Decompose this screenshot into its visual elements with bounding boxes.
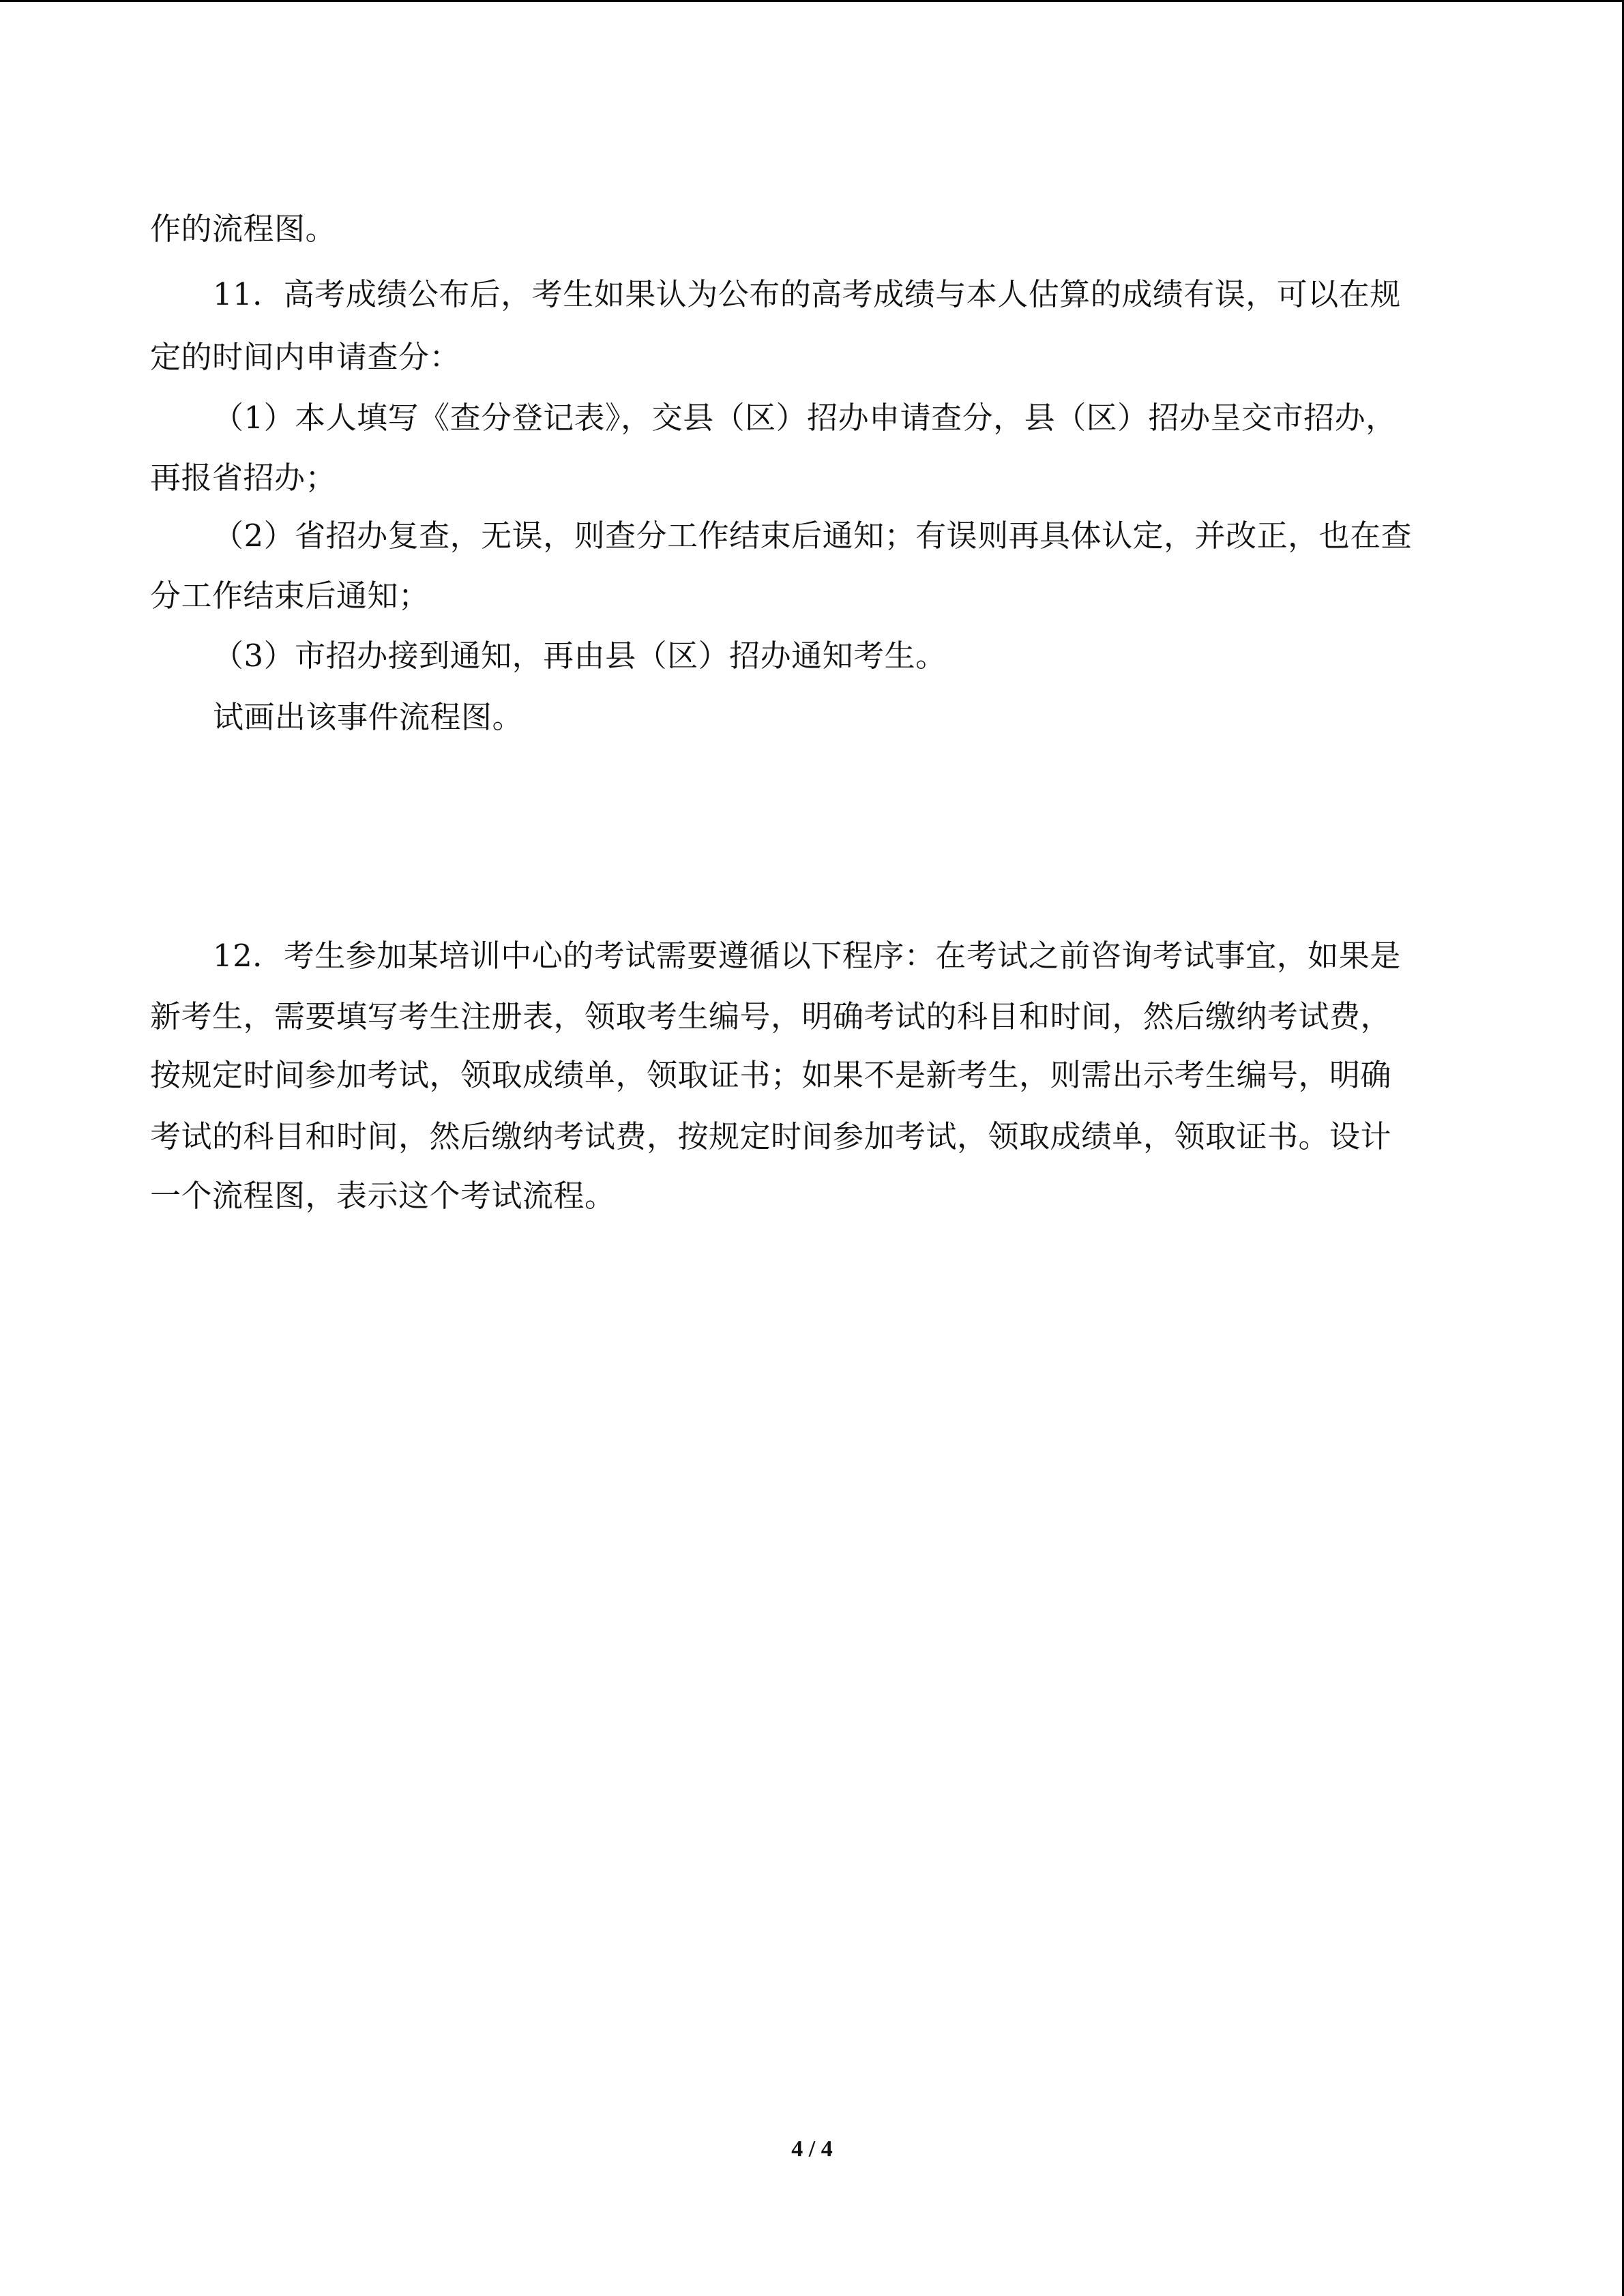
question-11-step-2-line-1: （2）省招办复查，无误，则查分工作结束后通知；有误则再具体认定，并改正，也在查 [213, 518, 1413, 554]
question-12-line-1: 12．考生参加某培训中心的考试需要遵循以下程序：在考试之前咨询考试事宜，如果是 [213, 938, 1401, 974]
continuation-text: 作的流程图。 [150, 211, 337, 247]
question-12-line-3: 按规定时间参加考试，领取成绩单，领取证书；如果不是新考生，则需出示考生编号，明确 [150, 1057, 1392, 1093]
question-12-line-2: 新考生，需要填写考生注册表，领取考生编号，明确考试的科目和时间，然后缴纳考试费， [150, 998, 1392, 1034]
question-11-step-1-line-2: 再报省招办； [150, 460, 337, 496]
question-11-step-1-line-1: （1）本人填写《查分登记表》，交县（区）招办申请查分，县（区）招办呈交市招办， [213, 400, 1397, 436]
question-12-line-4: 考试的科目和时间，然后缴纳考试费，按规定时间参加考试，领取成绩单，领取证书。设计 [150, 1118, 1392, 1154]
question-11-task: 试画出该事件流程图。 [213, 699, 524, 735]
page-number: 4 / 4 [791, 2136, 833, 2162]
question-11-step-3: （3）市招办接到通知，再由县（区）招办通知考生。 [213, 638, 947, 674]
question-12-line-5: 一个流程图，表示这个考试流程。 [150, 1178, 616, 1214]
question-11-step-2-line-2: 分工作结束后通知； [150, 578, 430, 614]
page-border-top [0, 0, 1624, 2]
question-11-intro-line-2: 定的时间内申请查分： [150, 339, 461, 375]
question-11-intro-line-1: 11．高考成绩公布后，考生如果认为公布的高考成绩与本人估算的成绩有误，可以在规 [213, 276, 1401, 312]
